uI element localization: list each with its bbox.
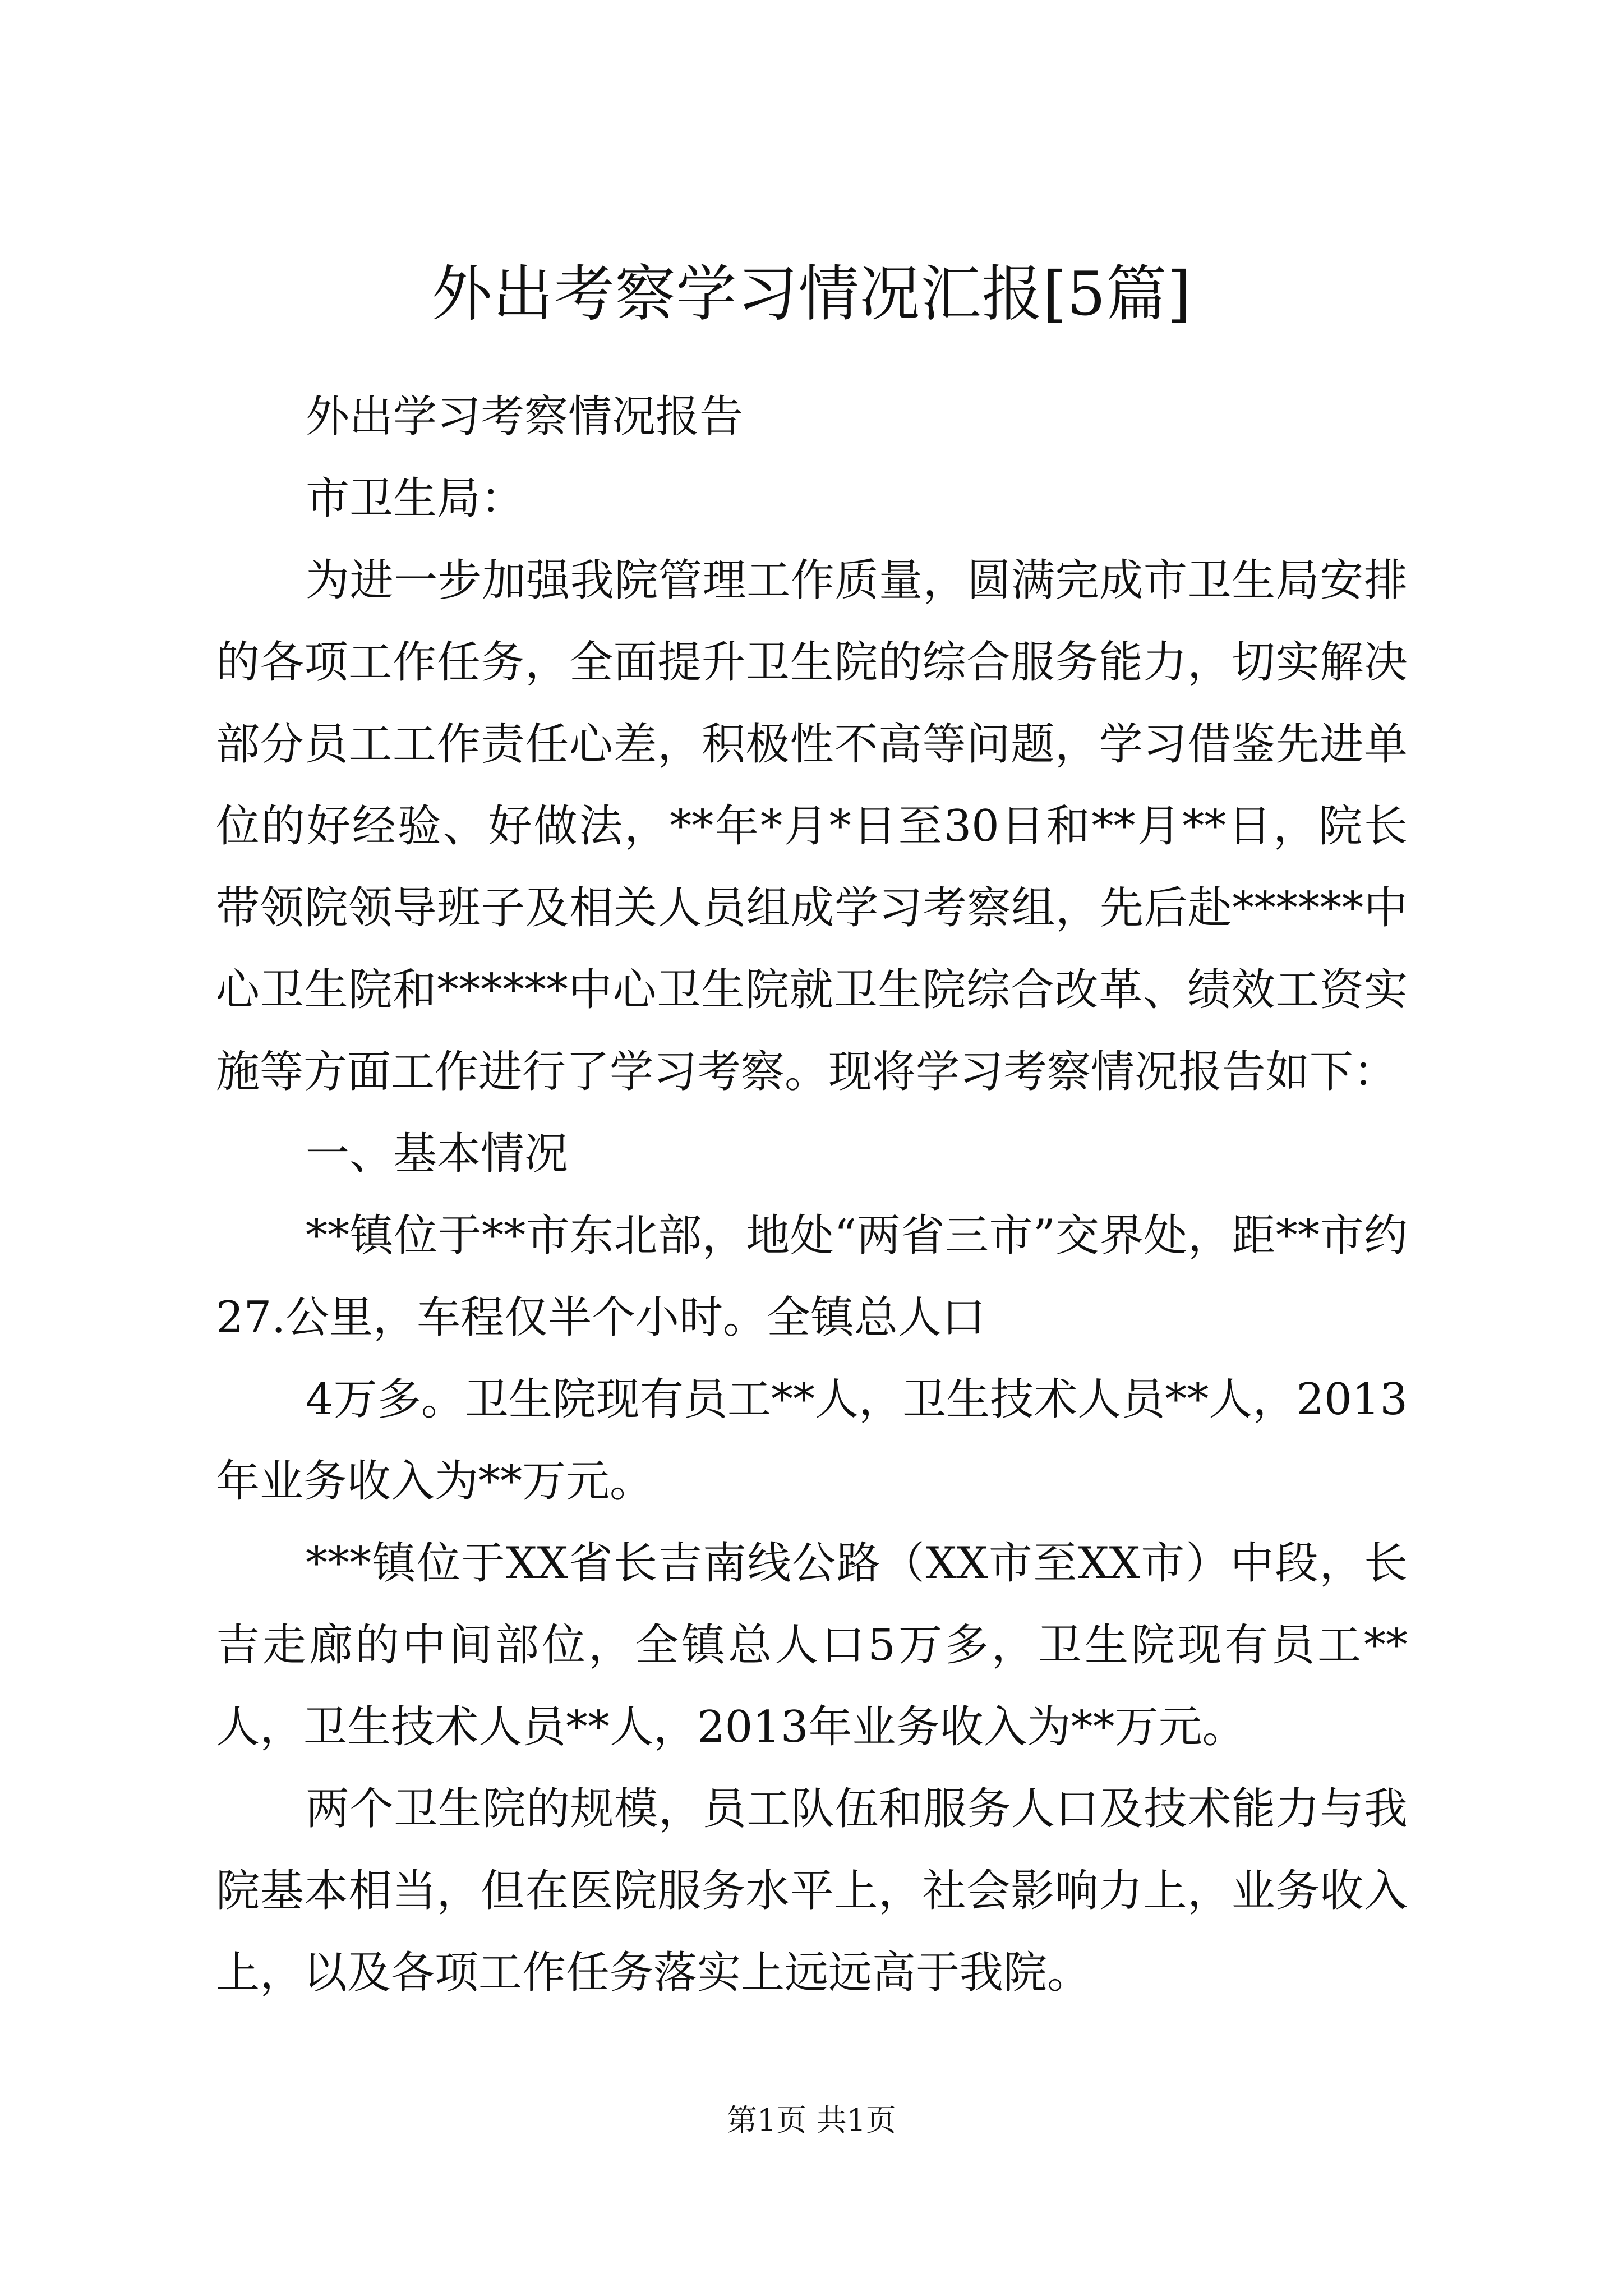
paragraph-introduction: 为进一步加强我院管理工作质量，圆满完成市卫生局安排的各项工作任务，全面提升卫生院的综合服务能力，切实解决部分员工工作责任心差，积极性不高等问题，学习借鉴先进单位的好经验、好做法，**年*月*日至30日和**月**日，院长带领院领导班子及相关人员组成学习考察组，先后赴******中心卫生院和******中心卫生院就卫生院综合改革、绩效工资实施等方面工作进行了学习考察。现将学习考察情况报告如下： [216, 555, 1408, 1097]
paragraph-town-one-location: **镇位于**市东北部，地处“两省三市”交界处，距**市约27.公里，车程仅半个小时。全镇总人口 [216, 1211, 1408, 1343]
paragraph-report-heading: 外出学习考察情况报告 [306, 392, 744, 442]
paragraph-comparison: 两个卫生院的规模，员工队伍和服务人口及技术能力与我院基本相当，但在医院服务水平上，社会影响力上，业务收入上，以及各项工作任务落实上远远高于我院。 [216, 1784, 1408, 1998]
paragraph-town-one-staff: 4万多。卫生院现有员工**人，卫生技术人员**人，2013年业务收入为**万元。 [216, 1374, 1408, 1507]
paragraph-town-two: ***镇位于XX省长吉南线公路（XX市至XX市）中段，长吉走廊的中间部位，全镇总人口5万多，卫生院现有员工**人，卫生技术人员**人，2013年业务收入为**万元。 [216, 1538, 1408, 1752]
document-body [216, 376, 1408, 2014]
paragraph-salutation: 市卫生局： [306, 473, 525, 524]
paragraph-section-heading: 一、基本情况 [306, 1129, 569, 1179]
page-footer: 第1页 共1页 [727, 2102, 896, 2138]
document-title: 外出考察学习情况汇报[5篇] [431, 259, 1192, 329]
